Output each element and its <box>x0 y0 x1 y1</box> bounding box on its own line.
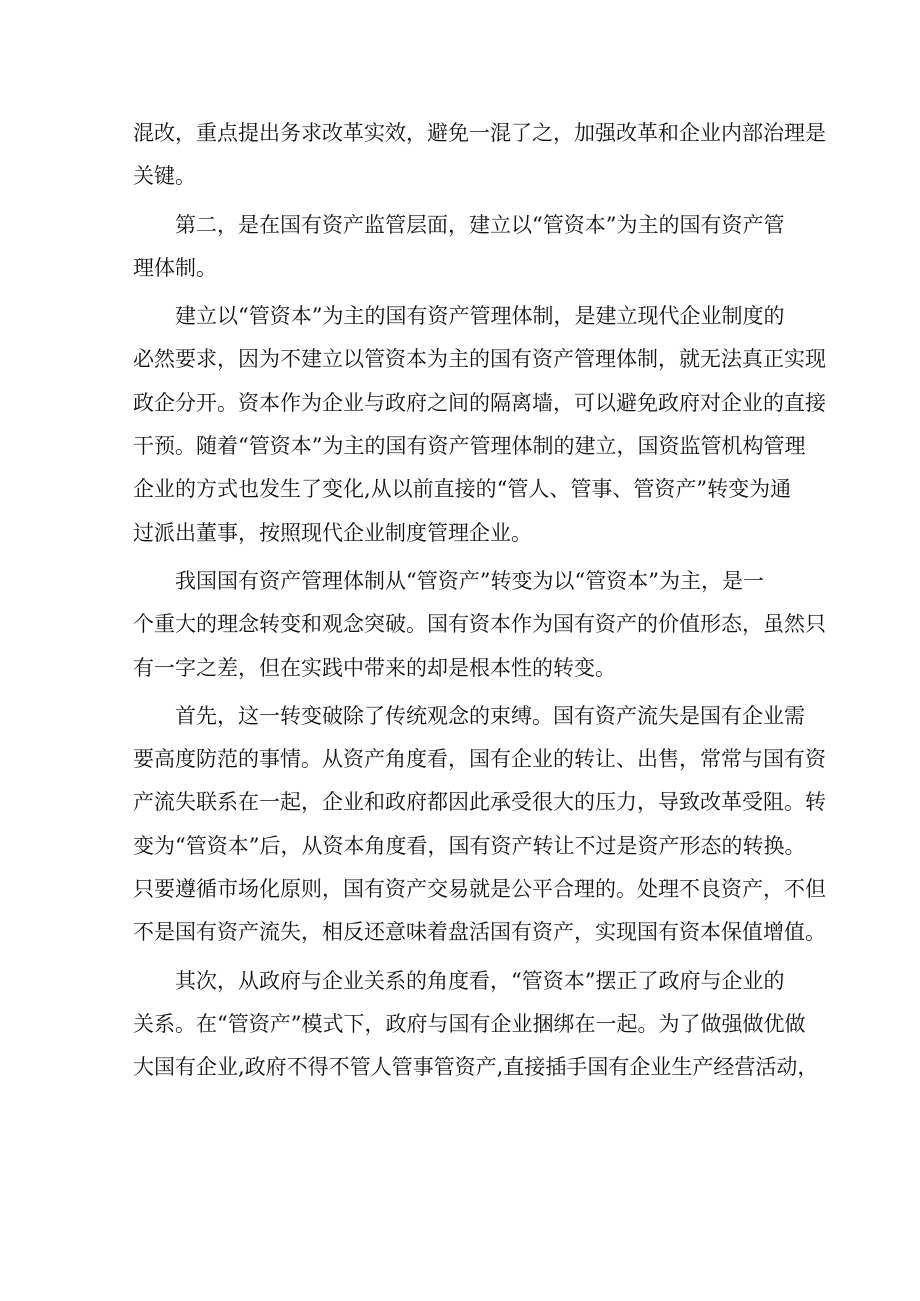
paragraph-6 <box>133 960 819 1090</box>
paragraph-3 <box>133 295 826 555</box>
text-line: 首先，这一转变破除了传统观念的束缚。国有资产流失是国有企业需 <box>175 703 805 728</box>
text-line: 大国有企业,政府不得不管人管事管资产,直接插手国有企业生产经营活动， <box>133 1055 819 1080</box>
text-line: 关系。在“管资产”模式下，政府与国有企业捆绑在一起。为了做强做优做 <box>133 1011 806 1036</box>
text-line: 混改，重点提出务求改革实效，避免一混了之，加强改革和企业内部治理是 <box>133 121 826 145</box>
text-line: 只要遵循市场化原则，国有资产交易就是公平合理的。处理不良资产，不但 <box>133 877 826 902</box>
text-line: 政企分开。资本作为企业与政府之间的隔离墙，可以避免政府对企业的直接 <box>133 390 826 415</box>
text-line: 产流失联系在一起，企业和政府都因此承受很大的压力，导致改革受阻。转 <box>133 790 826 815</box>
text-line: 第二，是在国有资产监管层面，建立以“管资本”为主的国有资产管 <box>175 212 785 237</box>
text-line: 我国国有资产管理体制从“管资产”转变为以“管资本”为主，是一 <box>175 568 764 593</box>
text-line: 不是国有资产流失，相反还意味着盘活国有资产，实现国有资本保值增值。 <box>133 920 826 945</box>
text-line: 理体制。 <box>133 255 217 280</box>
text-line: 关键。 <box>133 164 196 189</box>
text-line: 其次，从政府与企业关系的角度看，“管资本”摆正了政府与企业的 <box>175 968 785 993</box>
text-line: 干预。随着“管资本”为主的国有资产管理体制的建立，国资监管机构管理 <box>133 434 806 459</box>
paragraph-4 <box>133 560 826 690</box>
text-line: 过派出董事，按照现代企业制度管理企业。 <box>133 520 532 545</box>
paragraph-5 <box>133 695 826 955</box>
text-line: 有一字之差，但在实践中带来的却是根本性的转变。 <box>133 655 616 680</box>
text-line: 个重大的理念转变和观念突破。国有资本作为国有资产的价值形态，虽然只 <box>133 612 826 637</box>
text-line: 变为“管资本”后，从资本角度看，国有资产转让不过是资产形态的转换。 <box>133 833 806 858</box>
text-line: 建立以“管资本”为主的国有资产管理体制，是建立现代企业制度的 <box>175 304 785 329</box>
text-line: 企业的方式也发生了变化,从以前直接的“管人、管事、管资产”转变为通 <box>133 477 792 502</box>
paragraph-2 <box>133 204 793 291</box>
text-line: 必然要求，因为不建立以管资本为主的国有资产管理体制，就无法真正实现 <box>133 347 826 372</box>
text-line: 要高度防范的事情。从资产角度看，国有企业的转让、出售，常常与国有资 <box>133 747 826 772</box>
paragraph-1 <box>133 112 826 199</box>
body-text <box>133 112 826 1095</box>
